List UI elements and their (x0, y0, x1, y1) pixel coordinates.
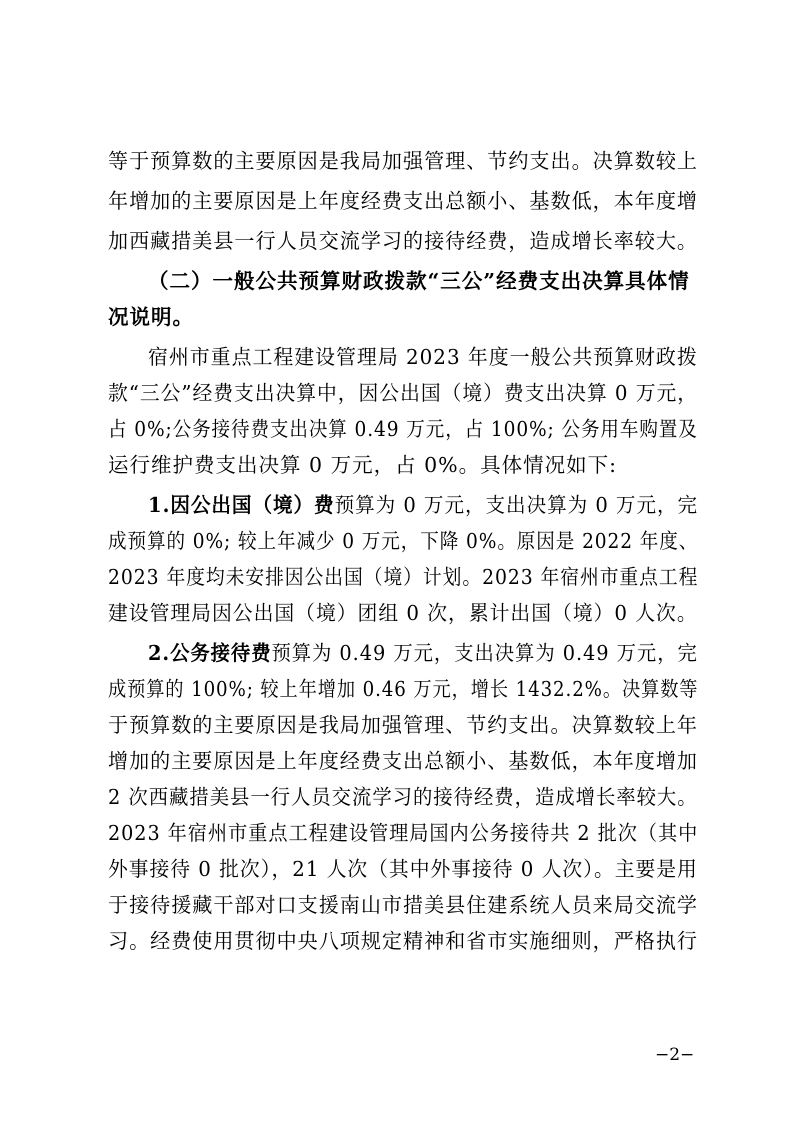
paragraph-line: 等于预算数的主要原因是我局加强管理、节约支出。决算数较上 (108, 149, 698, 173)
paragraph-line: 运行维护费支出决算 0 万元，占 0%。具体情况如下: (108, 453, 618, 477)
item-1-line (148, 490, 699, 520)
paragraph-line: 成预算的 0%; 较上年减少 0 万元，下降 0%。原因是 2022 年度、 (108, 529, 699, 553)
item-2-heading: 2.公务接待费 (148, 641, 272, 665)
paragraph-line: 习。经费使用贯彻中央八项规定精神和省市实施细则，严格执行 (108, 929, 698, 953)
paragraph-line: 建设管理局因公出国（境）团组 0 次，累计出国（境）0 人次。 (108, 601, 698, 625)
item-2-text: 预算为 0.49 万元，支出决算为 0.49 万元，完 (271, 641, 698, 665)
section-heading: （二）一般公共预算财政拨款“三公”经费支出决算具体情 (148, 269, 690, 293)
section-heading-continued: 况说明。 (108, 305, 194, 329)
paragraph-line: 2 次西藏措美县一行人员交流学习的接待经费，造成增长率较大。 (108, 785, 698, 809)
paragraph-line: 宿州市重点工程建设管理局 2023 年度一般公共预算财政拨 (148, 345, 698, 369)
paragraph-line: 于接待援藏干部对口支援南山市措美县住建系统人员来局交流学 (108, 893, 698, 917)
paragraph-line: 增加的主要原因是上年度经费支出总额小、基数低，本年度增加 (108, 749, 698, 773)
item-1-heading: 1.因公出国（境）费 (148, 493, 335, 517)
item-2-line (148, 638, 698, 668)
paragraph-line: 于预算数的主要原因是我局加强管理、节约支出。决算数较上年 (108, 713, 698, 737)
paragraph-line: 2023 年度均未安排因公出国（境）计划。2023 年宿州市重点工程 (108, 565, 699, 589)
paragraph-line: 加西藏措美县一行人员交流学习的接待经费，造成增长率较大。 (108, 229, 698, 253)
item-1-text: 预算为 0 万元，支出决算为 0 万元，完 (334, 493, 699, 517)
paragraph-line: 年增加的主要原因是上年度经费支出总额小、基数低，本年度增 (108, 189, 698, 213)
paragraph-line: 2023 年宿州市重点工程建设管理局国内公务接待共 2 批次（其中 (108, 821, 699, 845)
paragraph-line: 成预算的 100%; 较上年增加 0.46 万元，增长 1432.2%。决算数等 (108, 677, 699, 701)
page-number: −2− (655, 1045, 695, 1065)
paragraph-line: 款“三公”经费支出决算中，因公出国（境）费支出决算 0 万元， (108, 381, 699, 405)
paragraph-line: 外事接待 0 批次），21 人次（其中外事接待 0 人次）。主要是用 (108, 857, 698, 881)
paragraph-line: 占 0%;公务接待费支出决算 0.49 万元，占 100%; 公务用车购置及 (108, 417, 698, 441)
